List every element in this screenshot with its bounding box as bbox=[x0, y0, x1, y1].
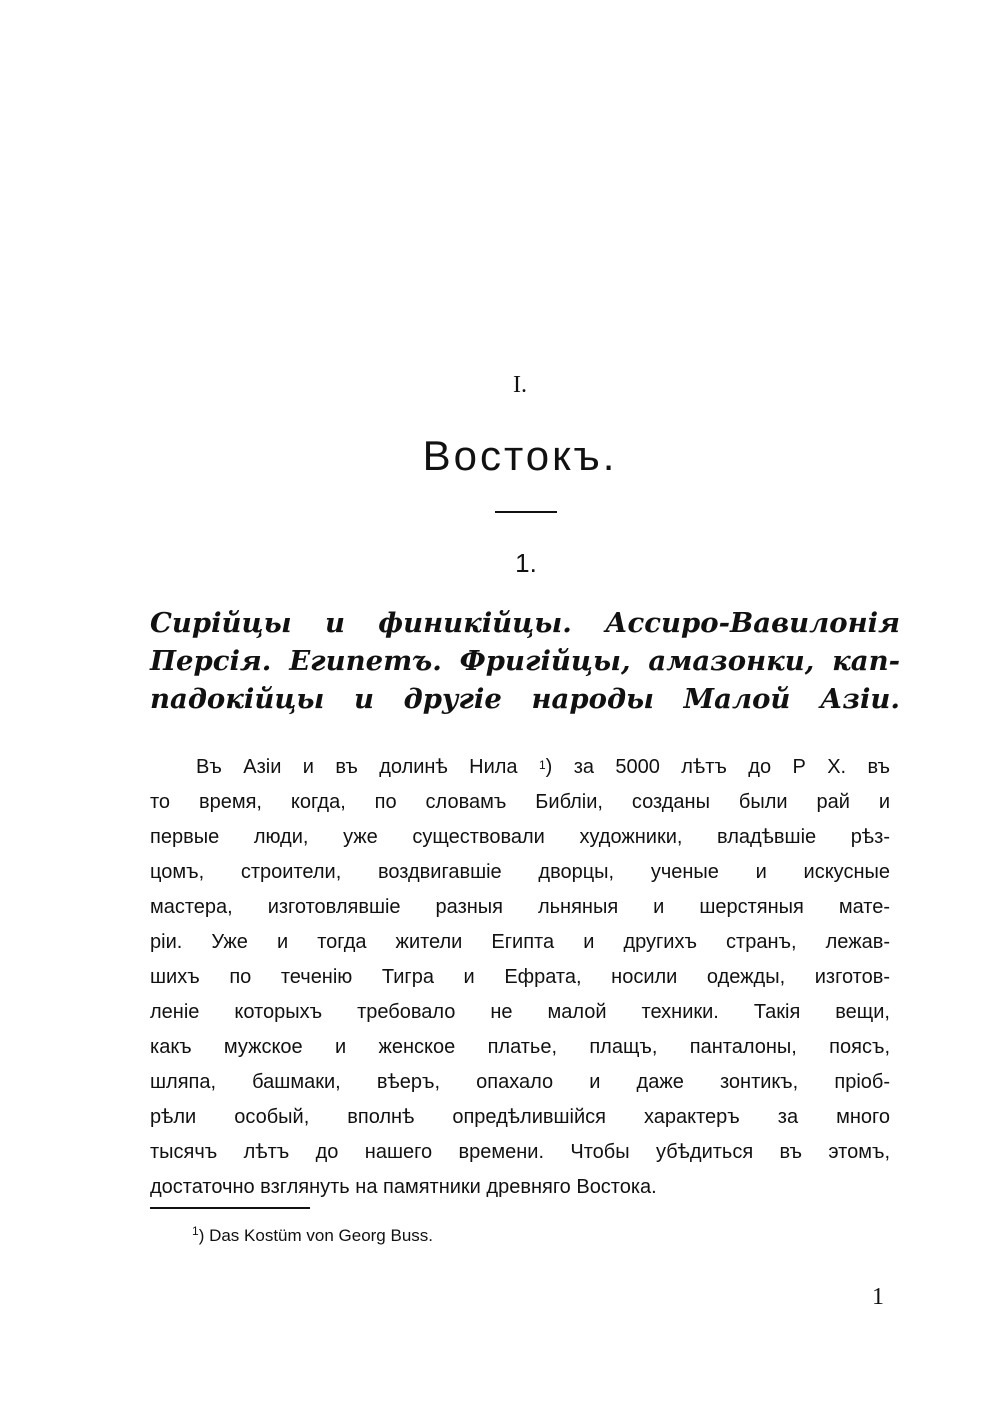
chapter-heading-line: падокійцы и другіе народы Малой Азіи. bbox=[150, 683, 900, 715]
footnote-reference: 1 bbox=[538, 758, 546, 772]
body-line bbox=[150, 750, 890, 785]
body-line: мастера, изготовлявшіе разныя льняныя и шерстяныя мате- bbox=[150, 896, 890, 918]
part-title: Востокъ. bbox=[422, 432, 618, 479]
chapter-heading-line: Персія. Египетъ. Фригійцы, амазонки, кап- bbox=[150, 645, 900, 677]
body-line: шляпа, башмаки, вѣеръ, опахало и даже зонтикъ, пріоб- bbox=[150, 1071, 890, 1093]
chapter-number: 1. bbox=[515, 548, 537, 578]
body-line: достаточно взглянуть на памятники древняго Востока. bbox=[150, 1176, 657, 1198]
footnote bbox=[192, 1226, 433, 1246]
body-line: тысячъ лѣтъ до нашего времени. Чтобы убѣдиться въ этомъ, bbox=[150, 1141, 890, 1163]
title-divider bbox=[495, 511, 557, 513]
body-paragraph bbox=[150, 750, 890, 1205]
footnote-marker: 1 bbox=[192, 1224, 199, 1238]
chapter-heading bbox=[150, 604, 900, 718]
body-line-end: ) за 5000 лѣтъ до Р Х. въ bbox=[545, 756, 890, 778]
chapter-heading-line: Сирійцы и финикійцы. Ассиро-Вавилонія bbox=[150, 607, 900, 639]
part-numeral: I. bbox=[513, 372, 527, 398]
body-line: цомъ, строители, воздвигавшіе дворцы, ученые и искусные bbox=[150, 861, 890, 883]
body-line: леніе которыхъ требовало не малой техники. Такія вещи, bbox=[150, 1001, 890, 1023]
body-line: шихъ по теченію Тигра и Ефрата, носили одежды, изготов- bbox=[150, 966, 890, 988]
footnote-divider bbox=[150, 1207, 310, 1209]
body-line: рѣли особый, вполнѣ опредѣлившійся характеръ за много bbox=[150, 1106, 890, 1128]
page-number: 1 bbox=[872, 1284, 884, 1310]
body-line-start: Въ Азіи и въ долинѣ Нила bbox=[196, 756, 518, 778]
body-line: то время, когда, по словамъ Библіи, созданы были рай и bbox=[150, 791, 890, 813]
body-line: какъ мужское и женское платье, плащъ, панталоны, поясъ, bbox=[150, 1036, 890, 1058]
footnote-text: ) Das Kostüm von Georg Buss. bbox=[198, 1226, 434, 1245]
body-line: первые люди, уже существовали художники, владѣвшіе рѣз- bbox=[150, 826, 890, 848]
body-line: ріи. Уже и тогда жители Египта и другихъ странъ, лежав- bbox=[150, 931, 890, 953]
